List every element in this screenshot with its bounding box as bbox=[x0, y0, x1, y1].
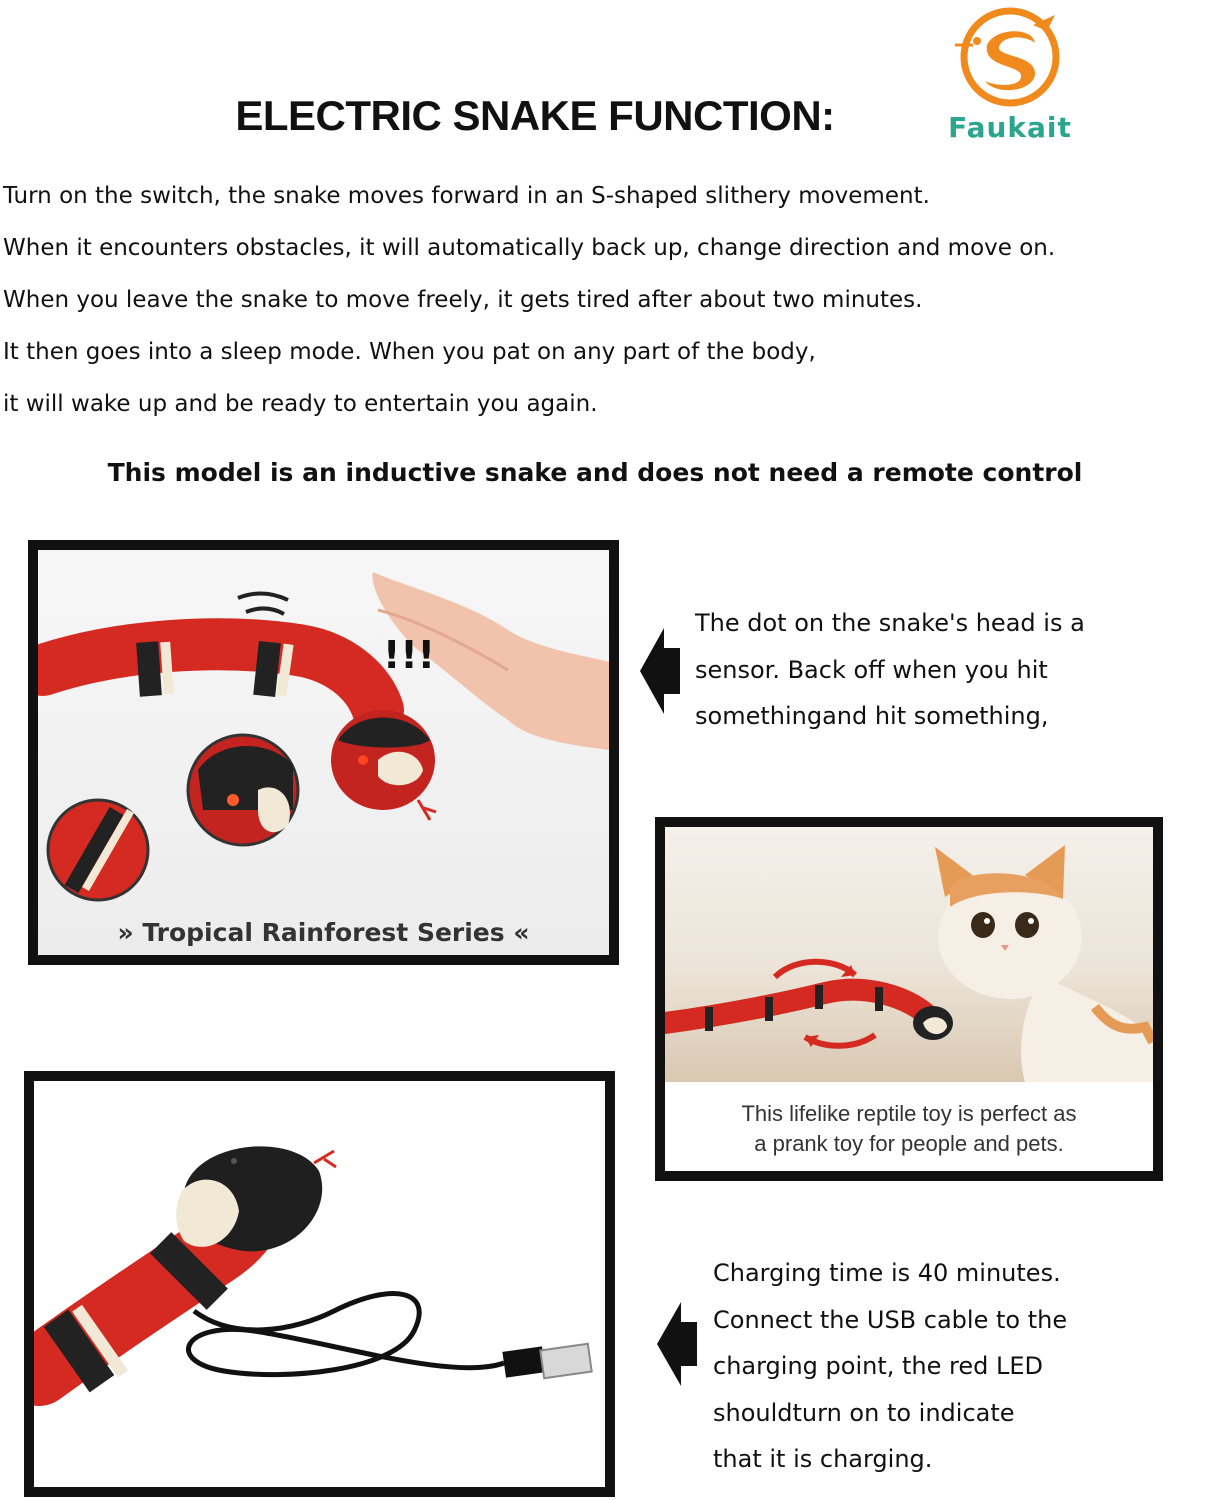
charging-description-line: Charging time is 40 minutes. bbox=[713, 1259, 1061, 1287]
arrow-left-icon bbox=[640, 628, 680, 714]
model-notice: This model is an inductive snake and does not need a remote control bbox=[107, 458, 1083, 487]
intro-text bbox=[3, 170, 1209, 430]
sensor-photo-panel bbox=[28, 540, 619, 965]
intro-line: It then goes into a sleep mode. When you pat on any part of the body, bbox=[3, 339, 816, 365]
prank-toy-caption-line: This lifelike reptile toy is perfect as bbox=[741, 1101, 1077, 1126]
prank-toy-caption-line: a prank toy for people and pets. bbox=[754, 1131, 1064, 1156]
prank-toy-caption bbox=[665, 1099, 1153, 1159]
snake-sensor-photo bbox=[38, 550, 609, 955]
charging-description-line: shouldturn on to indicate bbox=[713, 1398, 1015, 1427]
charging-description-line: Connect the USB cable to the bbox=[713, 1305, 1068, 1334]
page-title: ELECTRIC SNAKE FUNCTION: bbox=[235, 92, 835, 139]
sensor-description-line: The dot on the snake's head is a bbox=[695, 609, 1085, 637]
series-caption: » Tropical Rainforest Series « bbox=[117, 918, 530, 947]
brand-logo bbox=[925, 5, 1095, 155]
svg-text:!!!: !!! bbox=[383, 633, 435, 677]
charging-description-line: charging point, the red LED bbox=[713, 1352, 1043, 1380]
sensor-description bbox=[695, 600, 1085, 740]
intro-line: When it encounters obstacles, it will automatically back up, change direction and move on. bbox=[3, 235, 1056, 261]
cat-photo-panel bbox=[655, 817, 1163, 1181]
intro-line: When you leave the snake to move freely, it gets tired after about two minutes. bbox=[3, 287, 923, 313]
charging-photo-panel bbox=[24, 1071, 615, 1497]
brand-name: Faukait bbox=[948, 111, 1072, 144]
intro-line: it will wake up and be ready to entertain you again. bbox=[3, 391, 598, 417]
cat-with-snake-photo bbox=[665, 827, 1153, 1082]
charging-description-line: that it is charging. bbox=[713, 1445, 933, 1473]
snake-usb-charging-photo bbox=[34, 1081, 605, 1487]
intro-line: Turn on the switch, the snake moves forward in an S-shaped slithery movement. bbox=[3, 183, 930, 209]
arrow-left-icon bbox=[657, 1302, 697, 1386]
sensor-description-line: sensor. Back off when you hit bbox=[695, 655, 1048, 684]
sensor-description-line: somethingand hit something, bbox=[695, 702, 1049, 730]
charging-description bbox=[713, 1250, 1067, 1483]
dragon-logo-icon bbox=[925, 5, 1095, 115]
